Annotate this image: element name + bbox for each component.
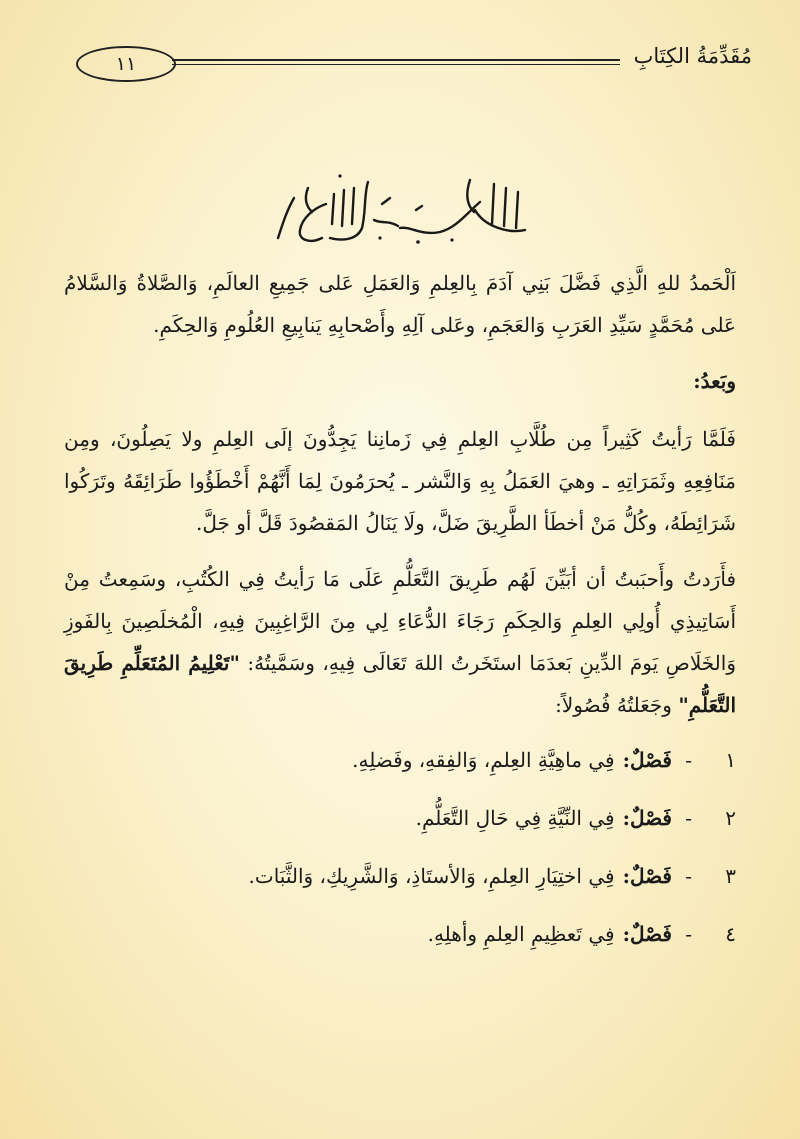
chapter-list [64,740,736,954]
chapter-dash: - [685,806,692,830]
list-item [64,914,736,954]
page-header [72,42,752,82]
chapter-label: فَصْلٌ: [622,922,672,946]
chapter-dash: - [685,748,692,772]
chapter-title: فِي ماهِيَّةِ العِلمِ، وَالفِقهِ، وفَضلِهِ. [352,748,615,772]
wabad-heading: وبَعدُ: [693,369,736,393]
chapters-intro: وجَعَلتُهُ فُصُولاً: [555,693,672,717]
chapter-dash: - [685,864,692,888]
chapter-number: ٢ [725,806,736,830]
header-rule [172,59,620,65]
chapter-label: فَصْلٌ: [622,864,672,888]
chapter-title: فِي تَعظِيمِ العِلمِ وأهلِهِ. [427,922,615,946]
chapter-dash: - [685,922,692,946]
chapter-label: فَصْلٌ: [622,748,672,772]
chapter-label: فَصْلٌ: [622,806,672,830]
chapter-title: فِي النِّيَّةِ فِي حَالِ التَّعَلُّمِ. [415,806,615,830]
purpose-paragraph [64,558,736,726]
purpose-text: فأَرَدتُ وأَحبَبتُ أن أبَيِّنَ لَهُم طَرِيقَ التَّعَلُّمِ عَلَى مَا رَأيتُ فِي الكُتُبِ، وسَمِعتُ مِنْ أَسَاتِيذِي أُولِي العِلمِ وَالحِكَمِ رَجَاءَ الدُّعَاءِ لِي مِنَ الرَّاغِبِينَ فِيهِ، الْمُخلَصِينَ بِالفَوزِ وَالخَلَاصِ يَومَ الدِّينِ بَعدَمَا استَخَرتُ اللهَ تَعَالَى فِيهِ، وسَمَّيتُهُ: [64,567,736,675]
basmala-calligraphy [270,168,532,250]
running-title: مُقَدِّمَةُ الكِتَابِ [633,44,752,68]
chapter-number: ١ [725,748,736,772]
chapter-title: فِي اختِيَارِ العِلمِ، وَالأستَاذِ، وَالشَّرِيكِ، وَالثَّبَات. [248,864,615,888]
chapter-number: ٤ [725,922,736,946]
list-item [64,798,736,838]
opening-praise: اَلْحَمدُ للهِ الَّذِي فَضَّلَ بَنِي آدَمَ بِالعِلمِ وَالعَمَلِ عَلى جَمِيعِ العالَمِ، وَالصَّلاةُ وَالسَّلامُ عَلى مُحَمَّدٍ سَيِّدِ العَرَبِ وَالعَجَمِ، وعَلى آلِهِ وأَصْحابِهِ يَنابِيعِ العُلُومِ وَالحِكَمِ. [64,271,736,337]
list-item [64,856,736,896]
motivation-paragraph: فَلَمَّا رَأيتُ كَثِيراً مِن طُلَّابِ العِلمِ فِي زَمانِنا يَجِدُّونَ إلَى العِلمِ ولا يَصِلُونَ، ومِن مَنَافِعِهِ وثَمَرَاتِهِ ـ وهيَ العَمَلُ بِهِ وَالنَّشر ـ يُحرَمُونَ لِمَا أَنَّهُمْ أَخْطَؤُوا طَرَائِقَهُ وتَرَكُوا شَرَائِطَهُ، وكُلُّ مَنْ أخطَأ الطَّرِيقَ ضَلَّ، ولَا يَنَالُ المَقصُودَ قَلَّ أو جَلَّ. [64,427,736,535]
book-title: "تَعْلِيمُ المُتَعَلِّمِ طَرِيقَ التَّعَلُّمِ" [64,651,736,717]
intro-text [64,262,736,972]
chapter-number: ٣ [725,864,736,888]
list-item [64,740,736,780]
page-number: ١١ [76,46,176,82]
